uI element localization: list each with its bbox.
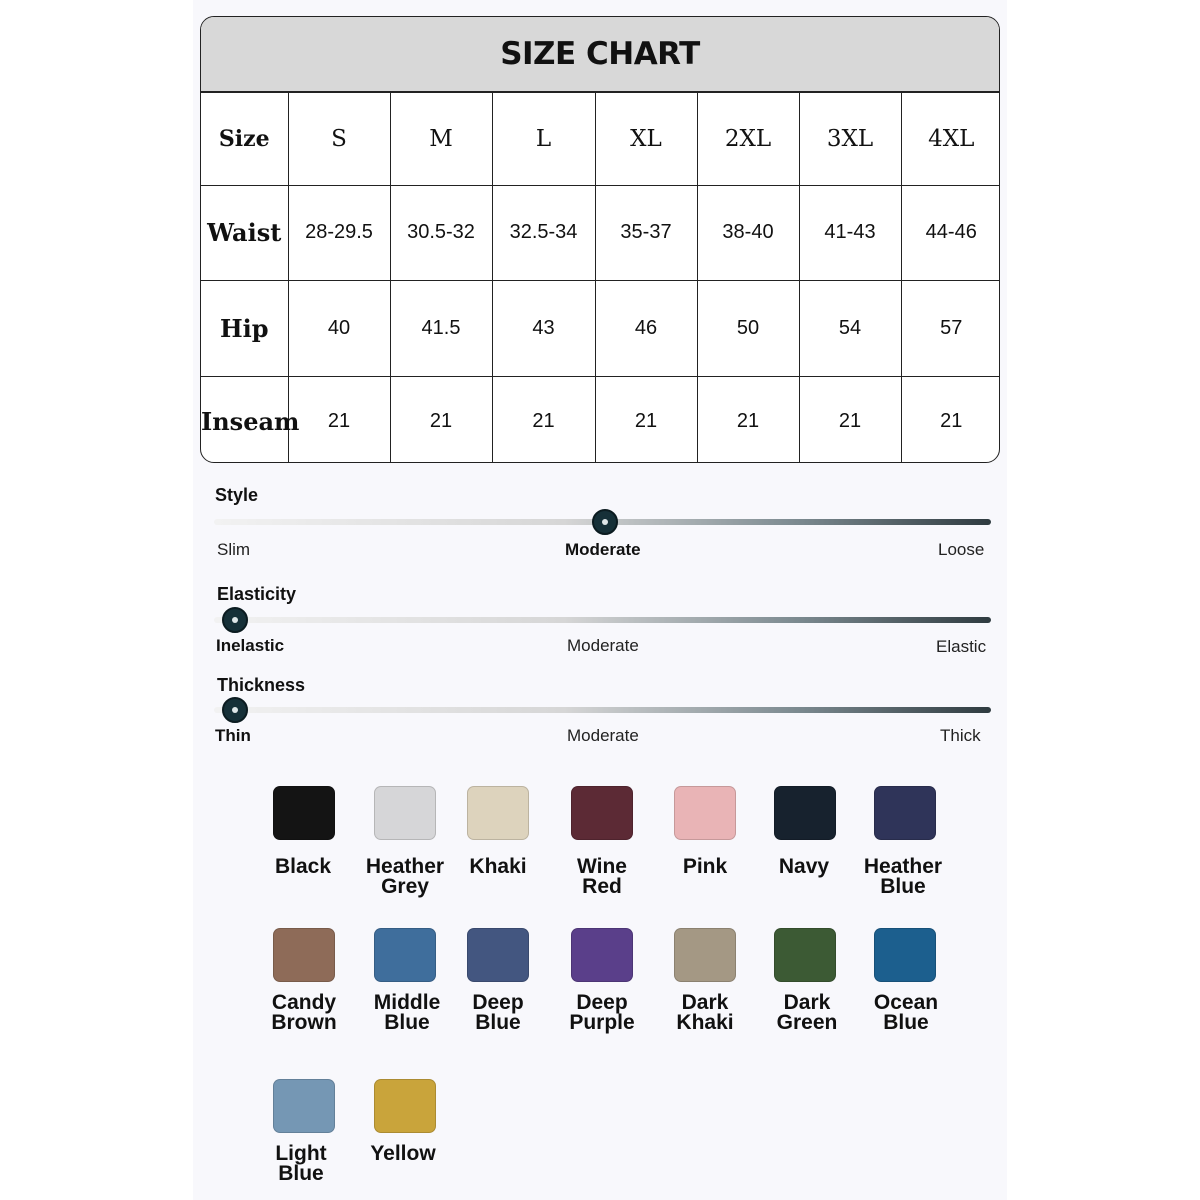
header-cell: Size [201, 93, 288, 185]
table-cell: 41-43 [799, 185, 901, 280]
color-label: Yellow [370, 1142, 436, 1165]
color-label: Heather Blue [863, 855, 943, 898]
thickness-title: Thickness [217, 675, 306, 695]
style-label-right: Loose [938, 540, 985, 559]
header-cell: 3XL [799, 93, 901, 185]
elasticity-knob[interactable] [222, 607, 248, 633]
swatch-candy-brown[interactable] [273, 928, 335, 982]
elasticity-title: Elasticity [217, 584, 297, 604]
table-header-row [201, 93, 1000, 185]
swatch-ocean-blue[interactable] [874, 928, 936, 982]
table-cell: 40 [288, 280, 390, 376]
elasticity-label-left: Inelastic [216, 636, 285, 655]
thickness-track [214, 707, 991, 713]
swatch-black[interactable] [273, 786, 335, 840]
table-row-inseam [201, 376, 1000, 463]
table-cell: 38-40 [697, 185, 799, 280]
color-label: Light Blue [275, 1142, 327, 1185]
swatch-khaki[interactable] [467, 786, 529, 840]
color-label: Middle Blue [373, 991, 441, 1034]
swatch-heather-blue[interactable] [874, 786, 936, 840]
color-label: Deep Blue [472, 991, 524, 1034]
table-cell: 50 [697, 280, 799, 376]
style-title: Style [215, 485, 259, 505]
elasticity-label-middle: Moderate [567, 636, 639, 655]
table-row-hip [201, 280, 1000, 376]
row-label: Hip [201, 280, 288, 376]
color-label: Navy [778, 855, 830, 878]
size-chart [200, 16, 1000, 463]
swatch-heather-grey[interactable] [374, 786, 436, 840]
thickness-label-right: Thick [940, 726, 981, 745]
swatch-light-blue[interactable] [273, 1079, 335, 1133]
table-cell: 21 [390, 376, 492, 463]
table-cell: 57 [901, 280, 1000, 376]
table-cell: 21 [901, 376, 1000, 463]
color-label: Heather Grey [365, 855, 445, 898]
color-label: Dark Green [776, 991, 838, 1034]
table-cell: 21 [492, 376, 595, 463]
row-label: Inseam [201, 376, 288, 463]
color-label: Black [274, 855, 332, 878]
table-cell: 35-37 [595, 185, 697, 280]
swatch-deep-purple[interactable] [571, 928, 633, 982]
chart-title: SIZE CHART [201, 17, 999, 93]
style-knob[interactable] [592, 509, 618, 535]
table-cell: 21 [697, 376, 799, 463]
swatch-deep-blue[interactable] [467, 928, 529, 982]
style-label-middle: Moderate [565, 540, 641, 559]
table-cell: 21 [288, 376, 390, 463]
header-cell: L [492, 93, 595, 185]
header-cell: M [390, 93, 492, 185]
table-cell: 41.5 [390, 280, 492, 376]
row-label: Waist [201, 185, 288, 280]
color-label: Deep Purple [569, 991, 635, 1034]
swatch-yellow[interactable] [374, 1079, 436, 1133]
thickness-knob[interactable] [222, 697, 248, 723]
table-cell: 30.5-32 [390, 185, 492, 280]
size-table [201, 93, 1000, 463]
table-cell: 32.5-34 [492, 185, 595, 280]
color-label: Wine Red [577, 855, 627, 898]
swatch-navy[interactable] [774, 786, 836, 840]
table-cell: 46 [595, 280, 697, 376]
swatch-dark-khaki[interactable] [674, 928, 736, 982]
thickness-label-middle: Moderate [567, 726, 639, 745]
table-cell: 54 [799, 280, 901, 376]
header-cell: 2XL [697, 93, 799, 185]
table-cell: 28-29.5 [288, 185, 390, 280]
swatch-wine-red[interactable] [571, 786, 633, 840]
color-label: Pink [682, 855, 728, 878]
color-label: Khaki [469, 855, 527, 878]
table-cell: 43 [492, 280, 595, 376]
table-cell: 21 [595, 376, 697, 463]
table-cell: 44-46 [901, 185, 1000, 280]
header-cell: S [288, 93, 390, 185]
elasticity-label-right: Elastic [936, 637, 987, 656]
color-label: Dark Khaki [676, 991, 734, 1034]
elasticity-track [214, 617, 991, 623]
color-label: Candy Brown [271, 991, 337, 1034]
table-cell: 21 [799, 376, 901, 463]
table-row-waist [201, 185, 1000, 280]
color-label: Ocean Blue [873, 991, 939, 1034]
header-cell: 4XL [901, 93, 1000, 185]
style-label-left: Slim [217, 540, 251, 559]
swatch-pink[interactable] [674, 786, 736, 840]
swatch-dark-green[interactable] [774, 928, 836, 982]
header-cell: XL [595, 93, 697, 185]
thickness-label-left: Thin [215, 726, 251, 745]
swatch-middle-blue[interactable] [374, 928, 436, 982]
